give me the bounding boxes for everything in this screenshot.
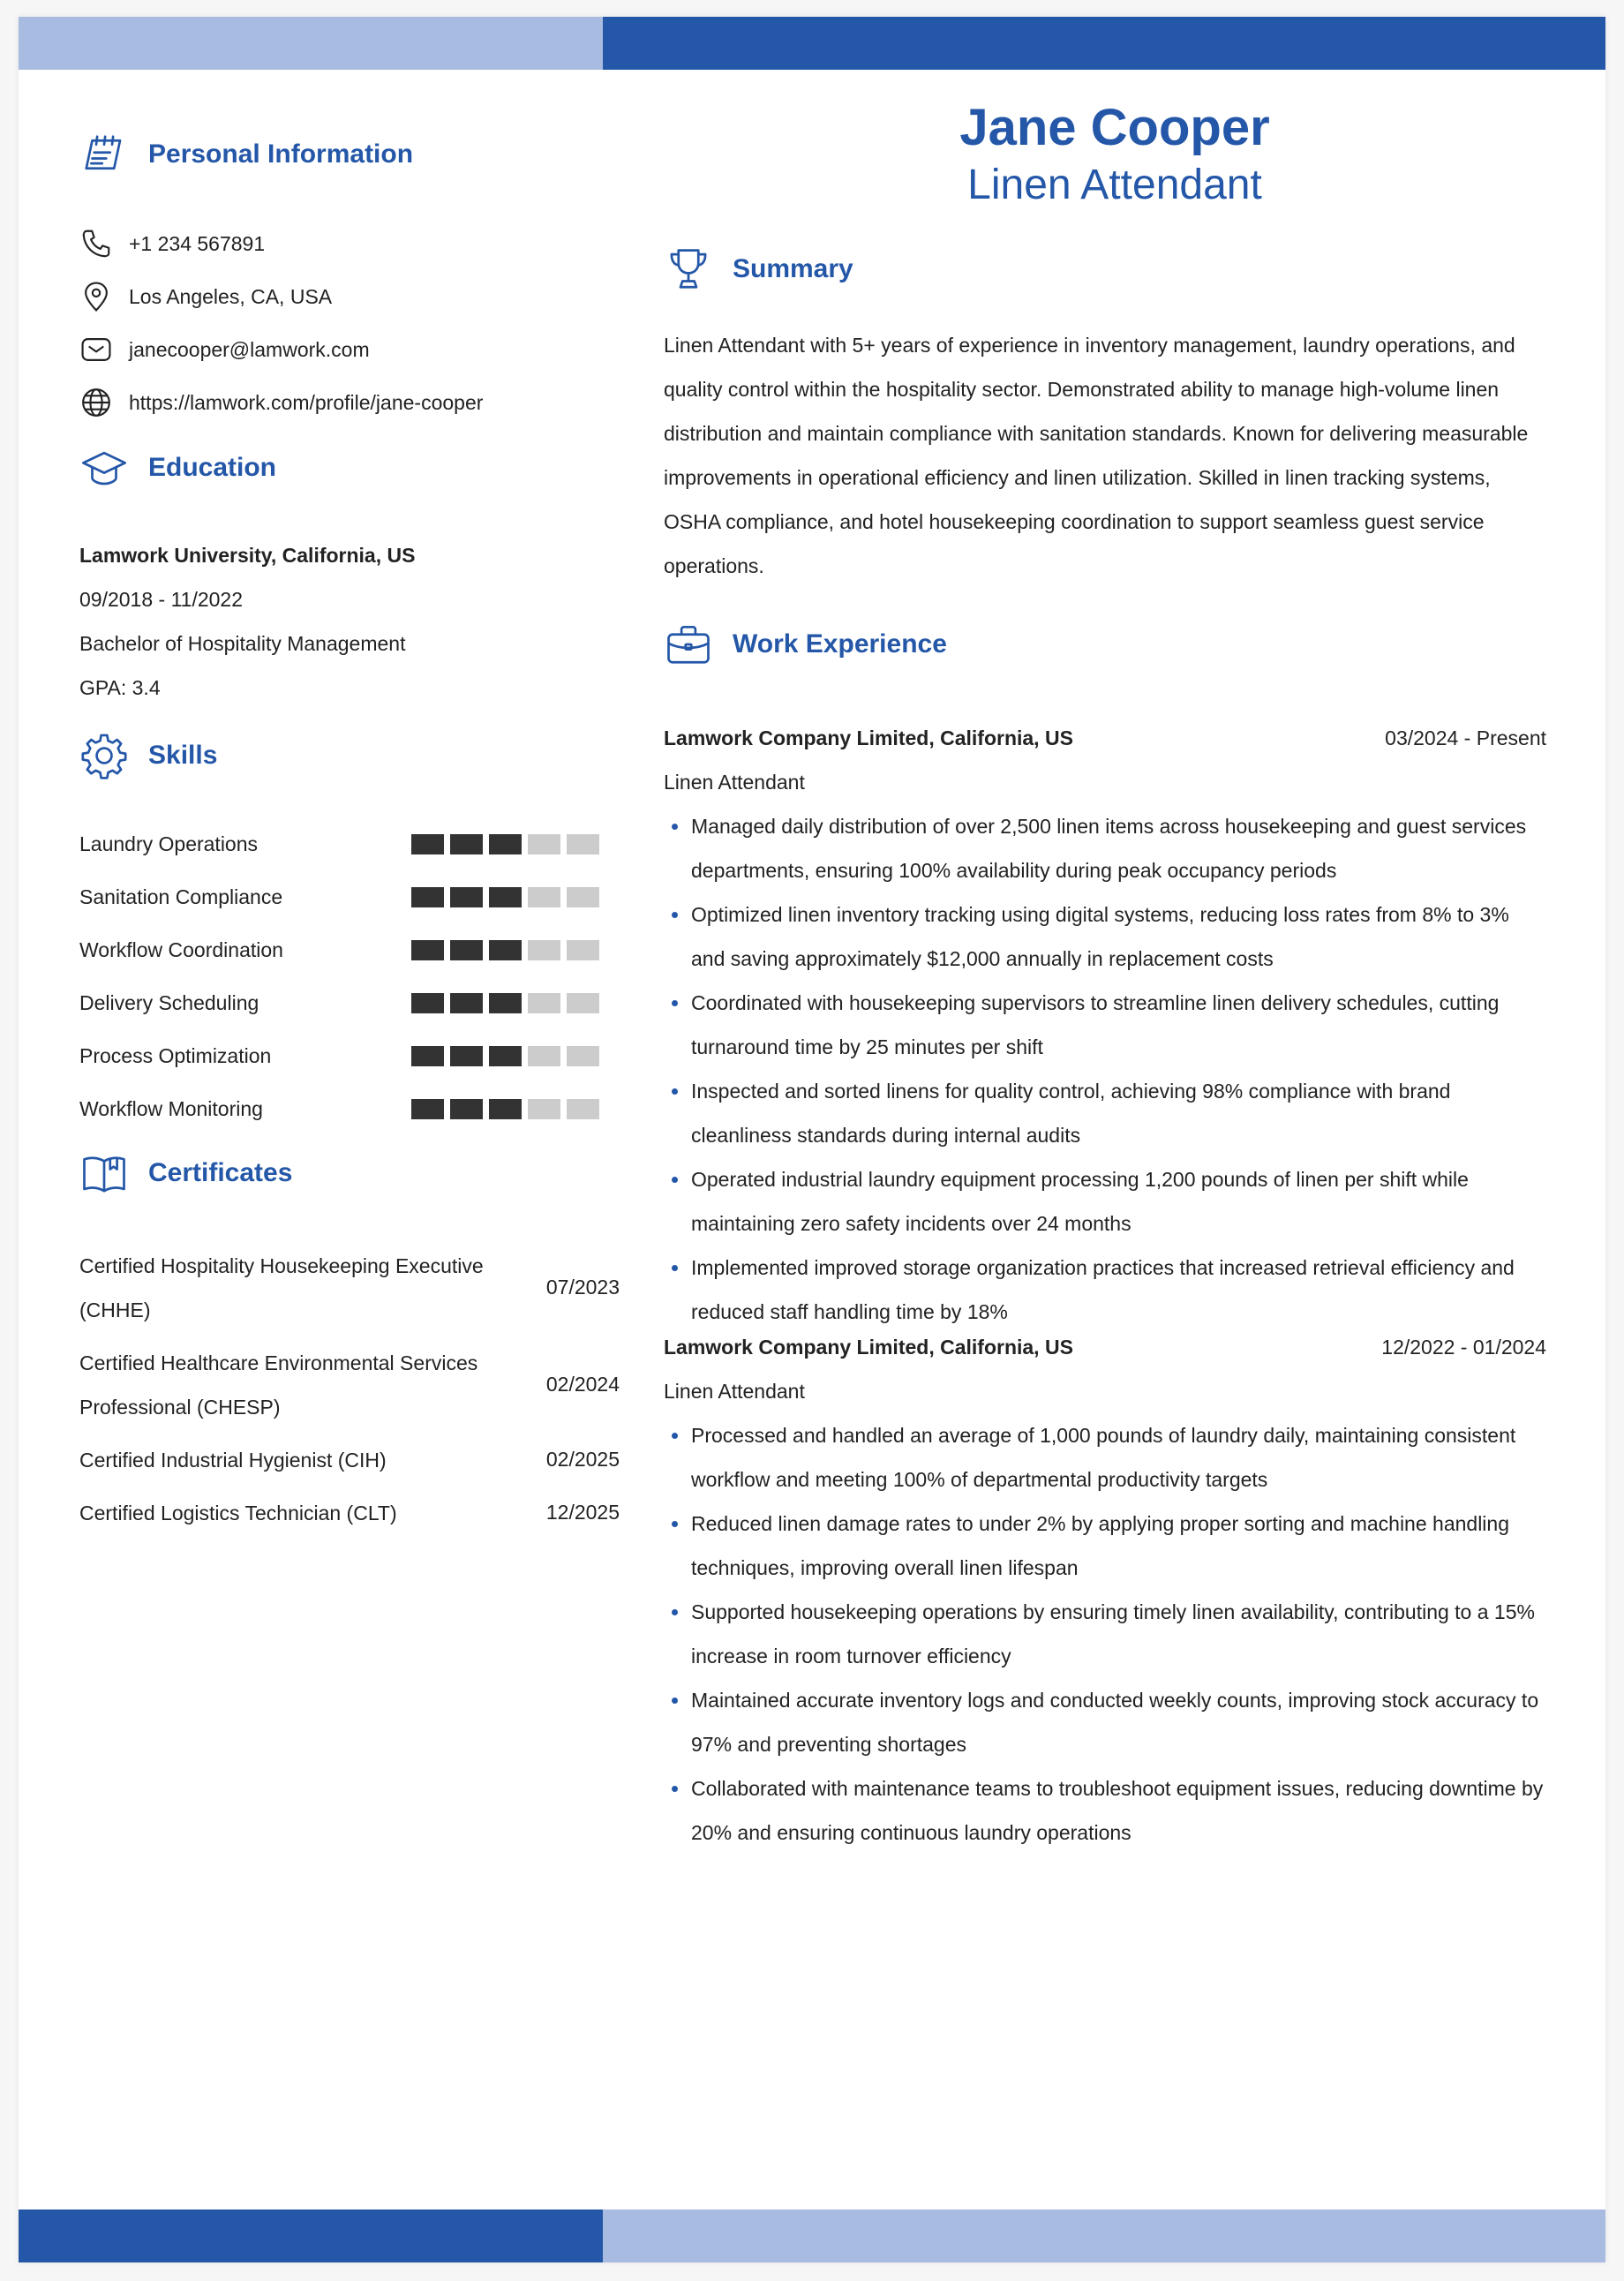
- skill-level-filled: [411, 1099, 444, 1119]
- trophy-icon: [664, 245, 713, 294]
- skill-level-empty: [528, 940, 560, 960]
- education-degree: Bachelor of Hospitality Management: [79, 632, 406, 655]
- phone-text: +1 234 567891: [129, 231, 266, 255]
- personal-info-title: Personal Information: [148, 139, 414, 169]
- certificate-row: [79, 1244, 620, 1332]
- skill-level-empty: [567, 887, 599, 907]
- skill-level-meter: [411, 993, 599, 1013]
- skill-level-filled: [411, 834, 444, 854]
- resume-page: [19, 17, 1605, 2262]
- skill-level-filled: [450, 887, 483, 907]
- job-bullets: [664, 804, 1546, 1334]
- certificate-date: 07/2023: [545, 1276, 620, 1299]
- skill-level-meter: [411, 1099, 599, 1119]
- skill-level-empty: [567, 1099, 599, 1119]
- education-school: Lamwork University, California, US: [79, 544, 416, 567]
- phone-icon: [79, 227, 113, 260]
- job-bullet: Operated industrial laundry equipment processing 1,200 pounds of linen per shift while maintaining zero safety incidents over 24 months: [664, 1157, 1546, 1246]
- skill-row: [79, 1091, 620, 1126]
- notepad-icon: [79, 130, 129, 179]
- skill-level-filled: [489, 887, 522, 907]
- skill-level-empty: [528, 887, 560, 907]
- bottom-right-band: [603, 2209, 1605, 2262]
- certificate-row: [79, 1438, 620, 1482]
- skill-level-empty: [567, 1046, 599, 1066]
- skills-header: [79, 731, 217, 780]
- job-company: Lamwork Company Limited, California, US: [664, 1336, 1073, 1359]
- globe-icon: [79, 386, 113, 419]
- summary-header: [664, 245, 853, 294]
- education-dates: 09/2018 - 11/2022: [79, 588, 244, 611]
- top-left-band: [19, 17, 603, 70]
- skill-row: [79, 985, 620, 1020]
- location-row: [79, 279, 332, 314]
- skill-level-filled: [411, 887, 444, 907]
- job-bullets: [664, 1413, 1546, 1855]
- personal-info-header: [79, 130, 413, 179]
- skill-level-empty: [567, 993, 599, 1013]
- skill-level-filled: [450, 993, 483, 1013]
- skill-level-empty: [528, 834, 560, 854]
- job-dates: 03/2024 - Present: [1385, 726, 1546, 749]
- skill-label: Process Optimization: [79, 1043, 272, 1067]
- website-row: [79, 385, 483, 420]
- gear-icon: [79, 731, 129, 780]
- education-gpa: GPA: 3.4: [79, 676, 161, 699]
- skill-level-filled: [489, 940, 522, 960]
- skill-level-meter: [411, 887, 599, 907]
- candidate-role: Linen Attendant: [967, 162, 1262, 208]
- skill-level-filled: [411, 940, 444, 960]
- job-bullet: Managed daily distribution of over 2,500 linen items across housekeeping and guest services departments, ensuring 100% availability during peak occupancy periods: [664, 804, 1546, 892]
- skill-level-filled: [411, 1046, 444, 1066]
- certificate-date: 02/2025: [545, 1448, 620, 1471]
- job-bullet: Implemented improved storage organization practices that increased retrieval efficiency and reduced staff handling time by 18%: [664, 1246, 1546, 1334]
- certificate-name: Certified Industrial Hygienist (CIH): [79, 1449, 387, 1472]
- skill-level-filled: [489, 993, 522, 1013]
- skill-row: [79, 932, 620, 967]
- skill-level-filled: [450, 834, 483, 854]
- job-dates: 12/2022 - 01/2024: [1381, 1336, 1546, 1359]
- job-header: [664, 1325, 1546, 1369]
- certificate-name: Certified Hospitality Housekeeping Executive (CHHE): [79, 1254, 484, 1321]
- skill-level-filled: [450, 1099, 483, 1119]
- skill-level-empty: [528, 1046, 560, 1066]
- job-bullet: Inspected and sorted linens for quality control, achieving 98% compliance with brand cleanliness standards during internal audits: [664, 1069, 1546, 1157]
- certificates-header: [79, 1148, 292, 1198]
- certificates-title: Certificates: [148, 1158, 293, 1187]
- skill-level-meter: [411, 940, 599, 960]
- briefcase-icon: [664, 620, 713, 669]
- job-bullet: Reduced linen damage rates to under 2% by applying proper sorting and machine handling techniques, improving overall linen lifespan: [664, 1502, 1546, 1590]
- email-row: [79, 332, 370, 367]
- certificate-name: Certified Logistics Technician (CLT): [79, 1502, 397, 1524]
- skill-level-filled: [450, 940, 483, 960]
- phone-row: [79, 226, 265, 261]
- job-bullet: Optimized linen inventory tracking using digital systems, reducing loss rates from 8% to 3% and saving approximately $12,000 annually in replacement costs: [664, 892, 1546, 981]
- skill-label: Delivery Scheduling: [79, 990, 259, 1014]
- certificate-row: [79, 1491, 620, 1535]
- skill-label: Workflow Monitoring: [79, 1096, 263, 1120]
- skill-label: Workflow Coordination: [79, 937, 283, 961]
- certificate-date: 02/2024: [545, 1373, 620, 1396]
- job-role: Linen Attendant: [664, 771, 805, 794]
- work-experience-header: [664, 620, 947, 669]
- open-book-icon: [79, 1148, 129, 1198]
- skill-level-filled: [489, 834, 522, 854]
- top-right-band: [603, 17, 1605, 70]
- job-bullet: Collaborated with maintenance teams to troubleshoot equipment issues, reducing downtime by 20% and ensuring continuous laundry operations: [664, 1766, 1546, 1855]
- website-text: https://lamwork.com/profile/jane-cooper: [129, 390, 484, 414]
- graduation-cap-icon: [79, 443, 129, 493]
- location-pin-icon: [79, 280, 113, 313]
- job-company: Lamwork Company Limited, California, US: [664, 726, 1073, 749]
- education-header: [79, 443, 276, 493]
- work-experience-title: Work Experience: [733, 629, 947, 659]
- job-header: [664, 716, 1546, 760]
- job-bullet: Supported housekeeping operations by ensuring timely linen availability, contributing to a 15% increase in room turnover efficiency: [664, 1590, 1546, 1678]
- skill-label: Sanitation Compliance: [79, 885, 283, 908]
- skill-label: Laundry Operations: [79, 832, 259, 855]
- bottom-left-band: [19, 2209, 603, 2262]
- candidate-name: Jane Cooper: [959, 99, 1270, 156]
- certificate-row: [79, 1341, 620, 1429]
- location-text: Los Angeles, CA, USA: [129, 284, 333, 308]
- skill-level-empty: [567, 834, 599, 854]
- skills-title: Skills: [148, 741, 218, 770]
- job-bullet: Coordinated with housekeeping supervisors to streamline linen delivery schedules, cutting turnaround time by 25 minutes per shift: [664, 981, 1546, 1069]
- skill-level-meter: [411, 1046, 599, 1066]
- skill-row: [79, 1038, 620, 1073]
- skill-level-empty: [528, 1099, 560, 1119]
- job-bullet: Maintained accurate inventory logs and conducted weekly counts, improving stock accuracy to 97% and preventing shortages: [664, 1678, 1546, 1766]
- job-bullet: Processed and handled an average of 1,000 pounds of laundry daily, maintaining consistent workflow and meeting 100% of departmental productivity targets: [664, 1413, 1546, 1502]
- skill-level-empty: [567, 940, 599, 960]
- summary-title: Summary: [733, 254, 853, 283]
- summary-text: Linen Attendant with 5+ years of experience in inventory management, laundry operations, and quality control within the hospitality sector. Demonstrated ability to manage high-volume linen distribution and maintain compliance with sanitation standards. Known for delivering measurable improvements in operational efficiency and linen utilization. Skilled in linen tracking systems, OSHA compliance, and hotel housekeeping coordination to support seamless guest service operations.: [664, 334, 1529, 577]
- skill-level-filled: [411, 993, 444, 1013]
- certificate-name: Certified Healthcare Environmental Services Professional (CHESP): [79, 1351, 478, 1419]
- email-text: janecooper@lamwork.com: [129, 337, 370, 361]
- skill-level-filled: [489, 1046, 522, 1066]
- skill-row: [79, 826, 620, 862]
- skill-level-empty: [528, 993, 560, 1013]
- job-role: Linen Attendant: [664, 1380, 805, 1403]
- skill-level-meter: [411, 834, 599, 854]
- certificate-date: 12/2025: [545, 1501, 620, 1524]
- skill-level-filled: [489, 1099, 522, 1119]
- skill-row: [79, 879, 620, 915]
- skill-level-filled: [450, 1046, 483, 1066]
- education-title: Education: [148, 453, 277, 482]
- envelope-icon: [79, 333, 113, 366]
